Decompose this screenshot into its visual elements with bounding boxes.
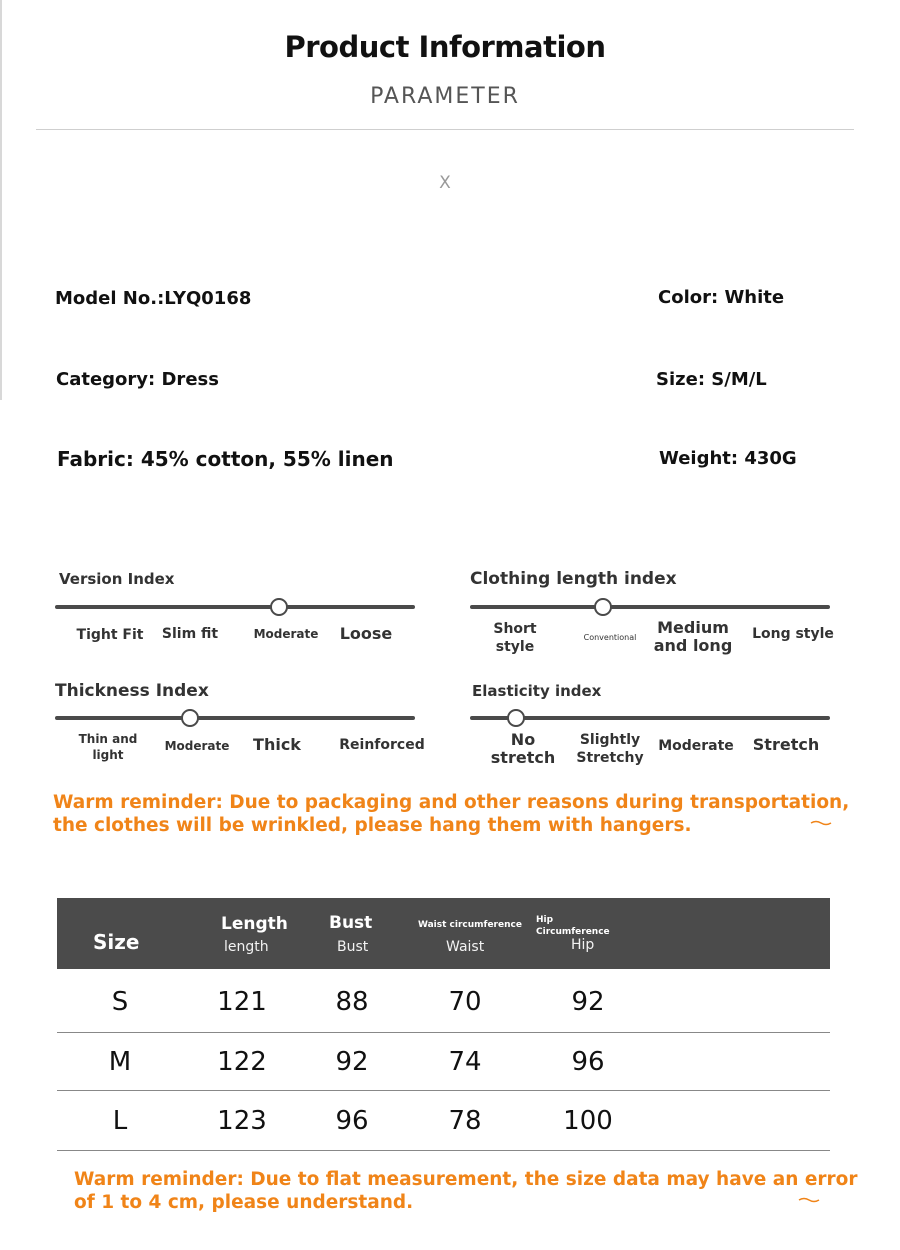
version-option-tight-fit: Tight Fit	[76, 627, 144, 643]
page-title: Product Information	[284, 30, 606, 64]
cell-size: L	[112, 1106, 128, 1136]
row-divider	[57, 1032, 830, 1033]
header-bust-sub: Bust	[337, 939, 369, 955]
elasticity-index-marker	[507, 709, 525, 727]
decorative-squiggle-icon	[798, 1197, 820, 1203]
thickness-index-marker	[181, 709, 199, 727]
elasticity-option-slightly-stretchy: Slightly Stretchy	[576, 732, 644, 766]
header-waist-main: Waist circumference	[418, 920, 522, 930]
model-number: Model No.:LYQ0168	[55, 288, 252, 309]
header-length-sub: length	[224, 939, 269, 955]
thickness-option-reinforced: Reinforced	[339, 737, 425, 753]
cell-waist: 70	[448, 987, 482, 1017]
clothing-length-index-track	[470, 605, 830, 609]
header-length-main: Length	[221, 914, 288, 934]
cell-bust: 88	[335, 987, 369, 1017]
cell-hip: 96	[571, 1047, 605, 1077]
length-option-long-style: Long style	[752, 626, 834, 642]
header-bust-main: Bust	[329, 913, 373, 933]
cell-length: 121	[217, 987, 267, 1017]
color-info: Color: White	[658, 287, 785, 308]
version-option-slim-fit: Slim fit	[161, 626, 219, 642]
header-hip-main-2: Circumference	[536, 927, 610, 937]
length-option-conventional: Conventional	[583, 633, 637, 642]
length-option-short-style: Short style	[493, 621, 537, 655]
elasticity-option-moderate: Moderate	[658, 738, 734, 754]
header-hip-sub: Hip	[571, 937, 595, 953]
cell-bust: 92	[335, 1047, 369, 1077]
size-table-header	[57, 898, 830, 969]
cell-size: S	[111, 987, 129, 1017]
version-index-marker	[270, 598, 288, 616]
cell-bust: 96	[335, 1106, 369, 1136]
cell-length: 123	[217, 1106, 267, 1136]
version-option-moderate: Moderate	[253, 627, 319, 641]
thickness-index-title: Thickness Index	[55, 681, 209, 701]
measurement-reminder-line-1: Warm reminder: Due to flat measurement, the size data may have an error	[74, 1169, 858, 1190]
category-info: Category: Dress	[56, 369, 219, 390]
version-option-loose: Loose	[339, 624, 393, 643]
size-info: Size: S/M/L	[656, 369, 767, 390]
weight-info: Weight: 430G	[659, 448, 797, 469]
version-index-track	[55, 605, 415, 609]
clothing-length-index-title: Clothing length index	[470, 569, 677, 589]
page-subtitle: PARAMETER	[370, 84, 520, 109]
elasticity-option-no-stretch: No stretch	[490, 730, 556, 767]
thickness-option-thin-and-light: Thin and light	[78, 732, 138, 762]
thickness-index-track	[55, 716, 415, 720]
cell-hip: 92	[571, 987, 605, 1017]
row-divider	[57, 1090, 830, 1091]
elasticity-option-stretch: Stretch	[752, 735, 820, 754]
header-divider	[36, 129, 854, 130]
cell-waist: 78	[448, 1106, 482, 1136]
measurement-reminder-line-2: of 1 to 4 cm, please understand.	[74, 1192, 414, 1213]
cell-size: M	[108, 1047, 132, 1077]
packaging-reminder-line-1: Warm reminder: Due to packaging and other reasons during transportation,	[53, 792, 850, 813]
x-mark: X	[439, 173, 451, 193]
length-option-medium-and-long: Medium and long	[653, 618, 733, 655]
thickness-option-moderate: Moderate	[164, 739, 230, 753]
cell-hip: 100	[563, 1106, 613, 1136]
header-hip-main-1: Hip	[536, 915, 554, 925]
cell-length: 122	[217, 1047, 267, 1077]
fabric-info: Fabric: 45% cotton, 55% linen	[57, 447, 394, 471]
cell-waist: 74	[448, 1047, 482, 1077]
elasticity-index-title: Elasticity index	[472, 682, 602, 700]
packaging-reminder-line-2: the clothes will be wrinkled, please hang them with hangers.	[53, 815, 692, 836]
decorative-squiggle-icon	[810, 820, 832, 826]
header-waist-sub: Waist	[446, 939, 485, 955]
thickness-option-thick: Thick	[253, 735, 301, 754]
clothing-length-index-marker	[594, 598, 612, 616]
version-index-title: Version Index	[59, 570, 175, 588]
header-size: Size	[93, 930, 140, 954]
row-divider	[57, 1150, 830, 1151]
